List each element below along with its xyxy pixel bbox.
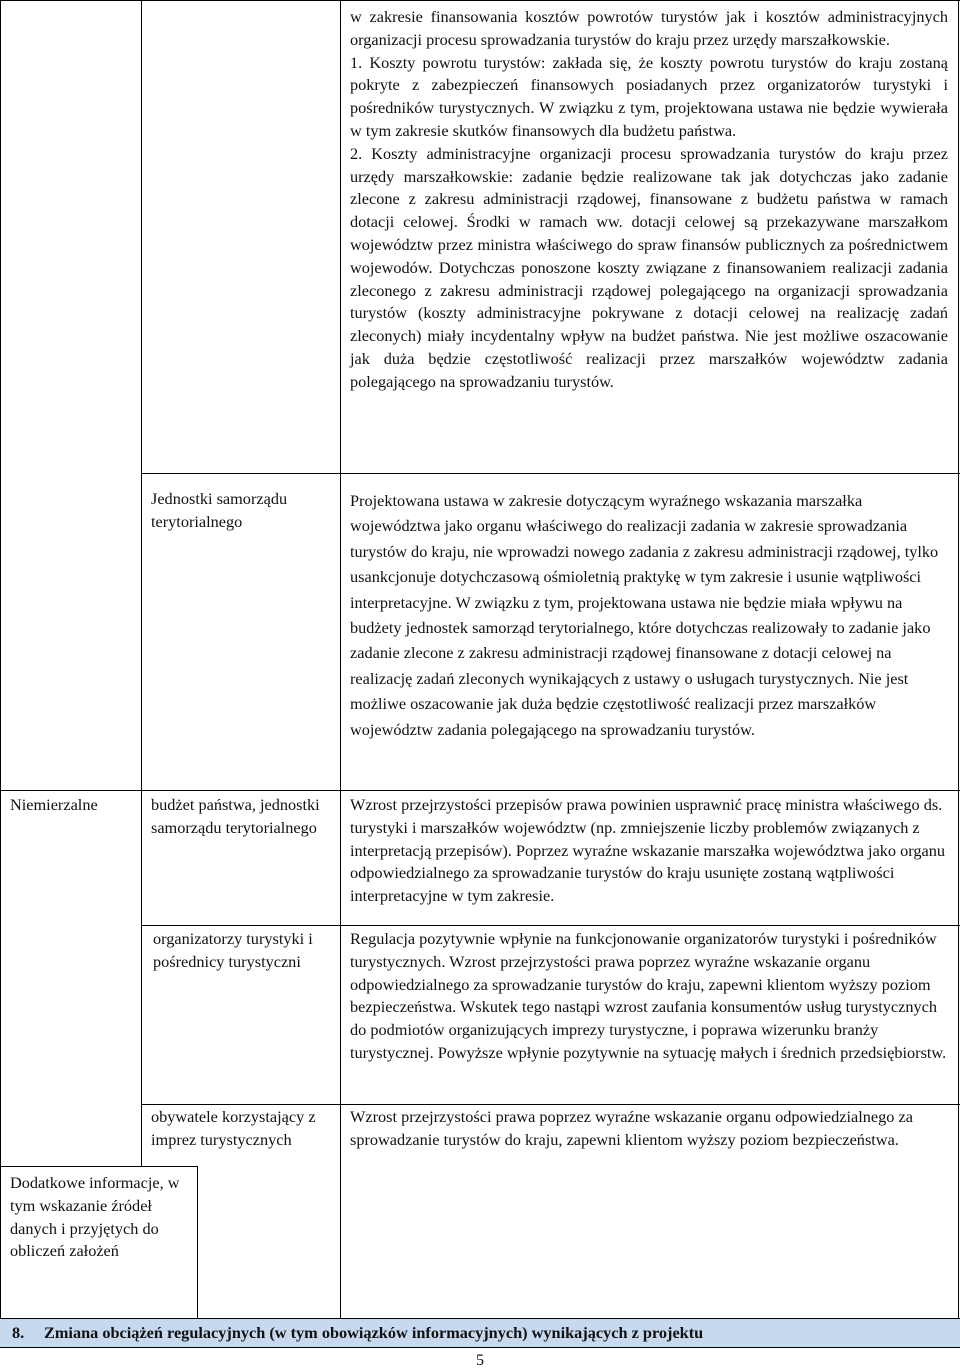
citizens-text: Wzrost przejrzystości prawa poprzez wyraźne wskazanie organu odpowiedzialnego za sprowadzanie turystów do kraju, zapewni klientom wyższy poziom bezpieczeństwa. — [350, 1107, 913, 1149]
page-number: 5 — [476, 1352, 484, 1369]
section-title: Zmiana obciążeń regulacyjnych (w tym obowiązków informacyjnych) wynikających z projektu — [44, 1323, 704, 1342]
organizers-label: organizatorzy turystyki i pośrednicy turystyczni — [153, 929, 313, 971]
jst-label: Jednostki samorządu terytorialnego — [151, 489, 288, 531]
jst-text: Projektowana ustawa w zakresie dotyczącym wyraźnego wskazania marszałka województwa jako organu właściwego do realizacji zadania w zakresie sprowadzania turystów do kraju, nie wprowadzi nowego zadania z zakresu administracji rządowej, tylko usankcjonuje dotychczasową ośmioletnią praktykę w tym zakresie i usunie wątpliwości interpretacyjne. W związku z tym, projektowana ustawa nie będzie miała wpływu na budżety jednostek samorząd terytorialnego, które dotychczas realizowały to zadanie jako zadanie zlecone z zakresu administracji rządowej finansowane z dotacji celowej na realizację zadań zleconych wynikających z ustawy o usługach turystycznych. Nie jest możliwe oszacowanie jak duża będzie częstotliwość realizacji przez marszałków województw zadania polegającego na sprowadzaniu turystów. — [350, 491, 939, 739]
row-divider-budget — [141, 925, 960, 926]
budget-label: budżet państwa, jednostki samorządu terytorialnego — [151, 795, 320, 837]
section-header-bar — [0, 1318, 960, 1348]
citizens-label: obywatele korzystający z imprez turystycznych — [151, 1107, 316, 1149]
paragraph-intro: w zakresie finansowania kosztów powrotów turystów jak i kosztów administracyjnych organizacji procesu sprowadzania turystów do kraju przez urzędy marszałkowskie. — [350, 7, 948, 49]
row-divider-dodatkowe — [0, 1166, 198, 1167]
section-number: 8. — [12, 1323, 25, 1342]
top-block-text — [350, 6, 948, 394]
paragraph-cost-return: 1. Koszty powrotu turystów: zakłada się, że koszty powrotu turystów do kraju zostaną pokryte z zabezpieczeń finansowych posiadanych przez organizatorów turystyki i pośredników turystycznych. W związku z tym, projektowana ustawa nie będzie wywierała w tym zakresie skutków finansowych dla budżetu państwa. — [350, 52, 948, 140]
organizers-text: Regulacja pozytywnie wpłynie na funkcjonowanie organizatorów turystyki i pośredników turystycznych. Wzrost przejrzystości prawa poprzez wyraźne wskazanie organu odpowiedzialnego za sprowadzanie turystów do kraju, zapewni klientom wyższy poziom bezpieczeństwa. Wskutek tego nastąpi wzrost zaufania konsumentów usług turystycznych do podmiotów organizujących imprezy turystyczne, i poprawa wizerunku branży turystycznej. Powyższe wpłynie pozytywnie na sytuację małych i średnich przedsiębiorstw. — [350, 929, 947, 1062]
column-divider-1 — [141, 0, 142, 1166]
dodatkowe-label: Dodatkowe informacje, w tym wskazanie źródeł danych i przyjętych do obliczeń założeń — [10, 1173, 180, 1261]
row-divider-organizers — [141, 1104, 960, 1105]
table-right-border — [958, 0, 959, 1318]
niemierzalne-label: Niemierzalne — [10, 795, 98, 814]
row-divider-top-block — [141, 473, 960, 474]
table-left-border — [0, 0, 1, 1318]
row-divider-jst — [0, 790, 960, 791]
paragraph-cost-admin: 2. Koszty administracyjne organizacji procesu sprowadzania turystów do kraju przez urzędy marszałkowskie: zadanie będzie realizowane tak jak dotychczas jako zadanie zlecone z zakresu administracji rządowej, finansowane z budżetu państwa w ramach dotacji celowej. Środki w ramach ww. dotacji celowej są przekazywane marszałkom województw przez ministra właściwego do spraw finansów publicznych za pośrednictwem wojewodów. Dotychczas ponoszone koszty związane z finansowaniem realizacji zadania zleconego z zakresu administracji rządowej polegającego na organizacji sprowadzania turystów (koszty administracyjne pokrywane z dotacji celowej na realizację zadań zleconych) miały incydentalny wpływ na budżet państwa. Nie jest możliwe oszacowanie jak duża będzie częstotliwość realizacji przez marszałków województw zadania polegającego na sprowadzaniu turystów. — [350, 143, 948, 391]
budget-text: Wzrost przejrzystości przepisów prawa powinien usprawnić pracę ministra właściwego ds. turystyki i marszałków województw (np. zmniejszenie liczby problemów związanych z interpretacją przepisów). Poprzez wyraźne wskazanie marszałka województwa jako organu odpowiedzialnego za sprowadzanie turystów do kraju usunięte zostaną wątpliwości interpretacyjne w tym zakresie. — [350, 795, 946, 906]
column-divider-3 — [340, 0, 341, 1318]
table-top-border — [0, 0, 960, 1]
column-divider-2 — [197, 1166, 198, 1318]
